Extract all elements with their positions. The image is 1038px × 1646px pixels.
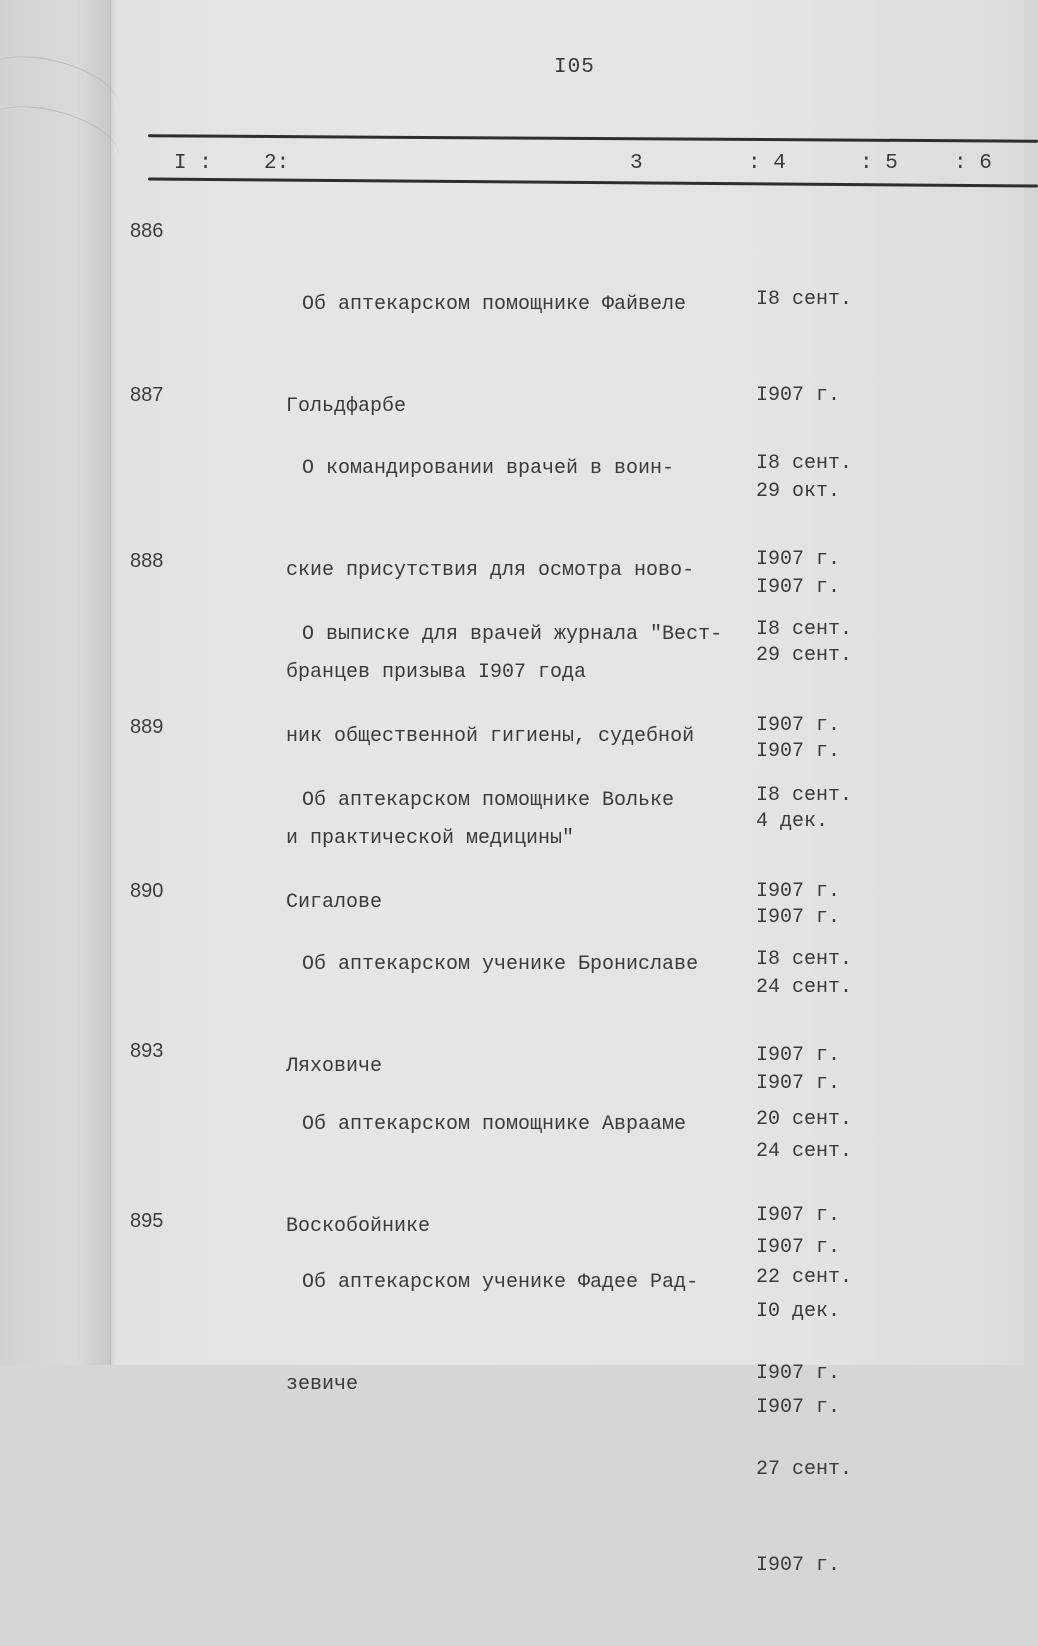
entry-end-date: 24 сент.: [756, 976, 853, 999]
entry-start-date: I8 сент.: [756, 288, 853, 311]
entry-end-date: 24 сент.: [756, 1140, 853, 1163]
entry-number: 889: [130, 716, 164, 738]
entry-end-date: 29 окт.: [756, 480, 841, 503]
entry-number: 890: [130, 880, 164, 902]
entry-title-line: Об аптекарском помощнике Вольке: [302, 789, 675, 812]
entry-title-line: Гольдфарбе: [286, 395, 407, 418]
entry-number: 895: [130, 1210, 164, 1232]
entry-title-line: О командировании врачей в воин-: [302, 457, 675, 480]
document-page: [112, 0, 1024, 1577]
entry-end-year: I907 г.: [756, 740, 841, 763]
entry-start-year: I907 г.: [756, 880, 841, 903]
entry-end-year: I907 г.: [756, 576, 841, 599]
column-header-3: 3: [630, 152, 643, 175]
page-number: I05: [554, 56, 595, 79]
column-header-6: : 6: [954, 152, 992, 175]
entry-title-line: и практической медицины": [286, 827, 575, 850]
entry-number: 893: [130, 1040, 164, 1062]
entry-title-line: О выписке для врачей журнала "Вест-: [302, 623, 723, 646]
entry-title-line: ник общественной гигиены, судебной: [286, 725, 695, 748]
entry-start-year: I907 г.: [756, 548, 841, 571]
column-header-4: : 4: [748, 152, 786, 175]
entry-end-year: I907 г.: [756, 906, 841, 929]
entry-title-line: Воскобойнике: [286, 1215, 431, 1238]
entry-title-line: Об аптекарском помощнике Аврааме: [302, 1113, 687, 1136]
entry-start-date: I8 сент.: [756, 618, 853, 641]
entry-start-date: I8 сент.: [756, 784, 853, 807]
entry-title-line: ские присутствия для осмотра ново-: [286, 559, 695, 582]
entry-dates: [756, 1198, 852, 1646]
entry-start-year: I907 г.: [756, 1204, 841, 1227]
entry-title: [286, 1198, 766, 1470]
entry-start-year: I907 г.: [756, 1044, 841, 1067]
entry-start-date: I8 сент.: [756, 452, 853, 475]
entry-title-line: Ляховиче: [286, 1055, 383, 1078]
entry-end-date: 27 сент.: [756, 1458, 853, 1481]
entry-end-year: I907 г.: [756, 1072, 841, 1095]
entry-title-line: бранцев призыва I907 года: [286, 661, 587, 684]
entry-number: 888: [130, 550, 164, 572]
entry-title-line: Об аптекарском помощнике Файвеле: [302, 293, 687, 316]
header-rule-top: [148, 134, 1038, 142]
entry-title-line: Сигалове: [286, 891, 383, 914]
entry-end-year: I907 г.: [756, 1396, 841, 1419]
entry-start-year: I907 г.: [756, 714, 841, 737]
entry-end-date: I0 дек.: [756, 1300, 841, 1323]
entry-end-date: 4 дек.: [756, 810, 829, 833]
entry-end-date: 29 сент.: [756, 644, 853, 667]
entry-number: 886: [130, 220, 164, 242]
entry-title-line: Об аптекарском ученике Фадее Рад-: [302, 1271, 699, 1294]
column-header-5: : 5: [860, 152, 898, 175]
column-header-1: I :: [174, 152, 212, 175]
header-rule-bottom: [148, 178, 1038, 188]
entry-start-year: I907 г.: [756, 384, 841, 407]
entry-number: 887: [130, 384, 164, 406]
column-header-2: 2:: [264, 152, 290, 175]
previous-page-edge: [0, 0, 111, 1365]
entry-end-year: I907 г.: [756, 1554, 841, 1577]
entry-start-year: I907 г.: [756, 1362, 841, 1385]
entry-start-date: 20 сент.: [756, 1108, 853, 1131]
entry-start-date: I8 сент.: [756, 948, 853, 971]
entry-start-date: 22 сент.: [756, 1266, 853, 1289]
entry-title-line: Об аптекарском ученике Брониславе: [302, 953, 699, 976]
entry-title-line: зевиче: [286, 1373, 359, 1396]
entry-end-year: I907 г.: [756, 1236, 841, 1259]
